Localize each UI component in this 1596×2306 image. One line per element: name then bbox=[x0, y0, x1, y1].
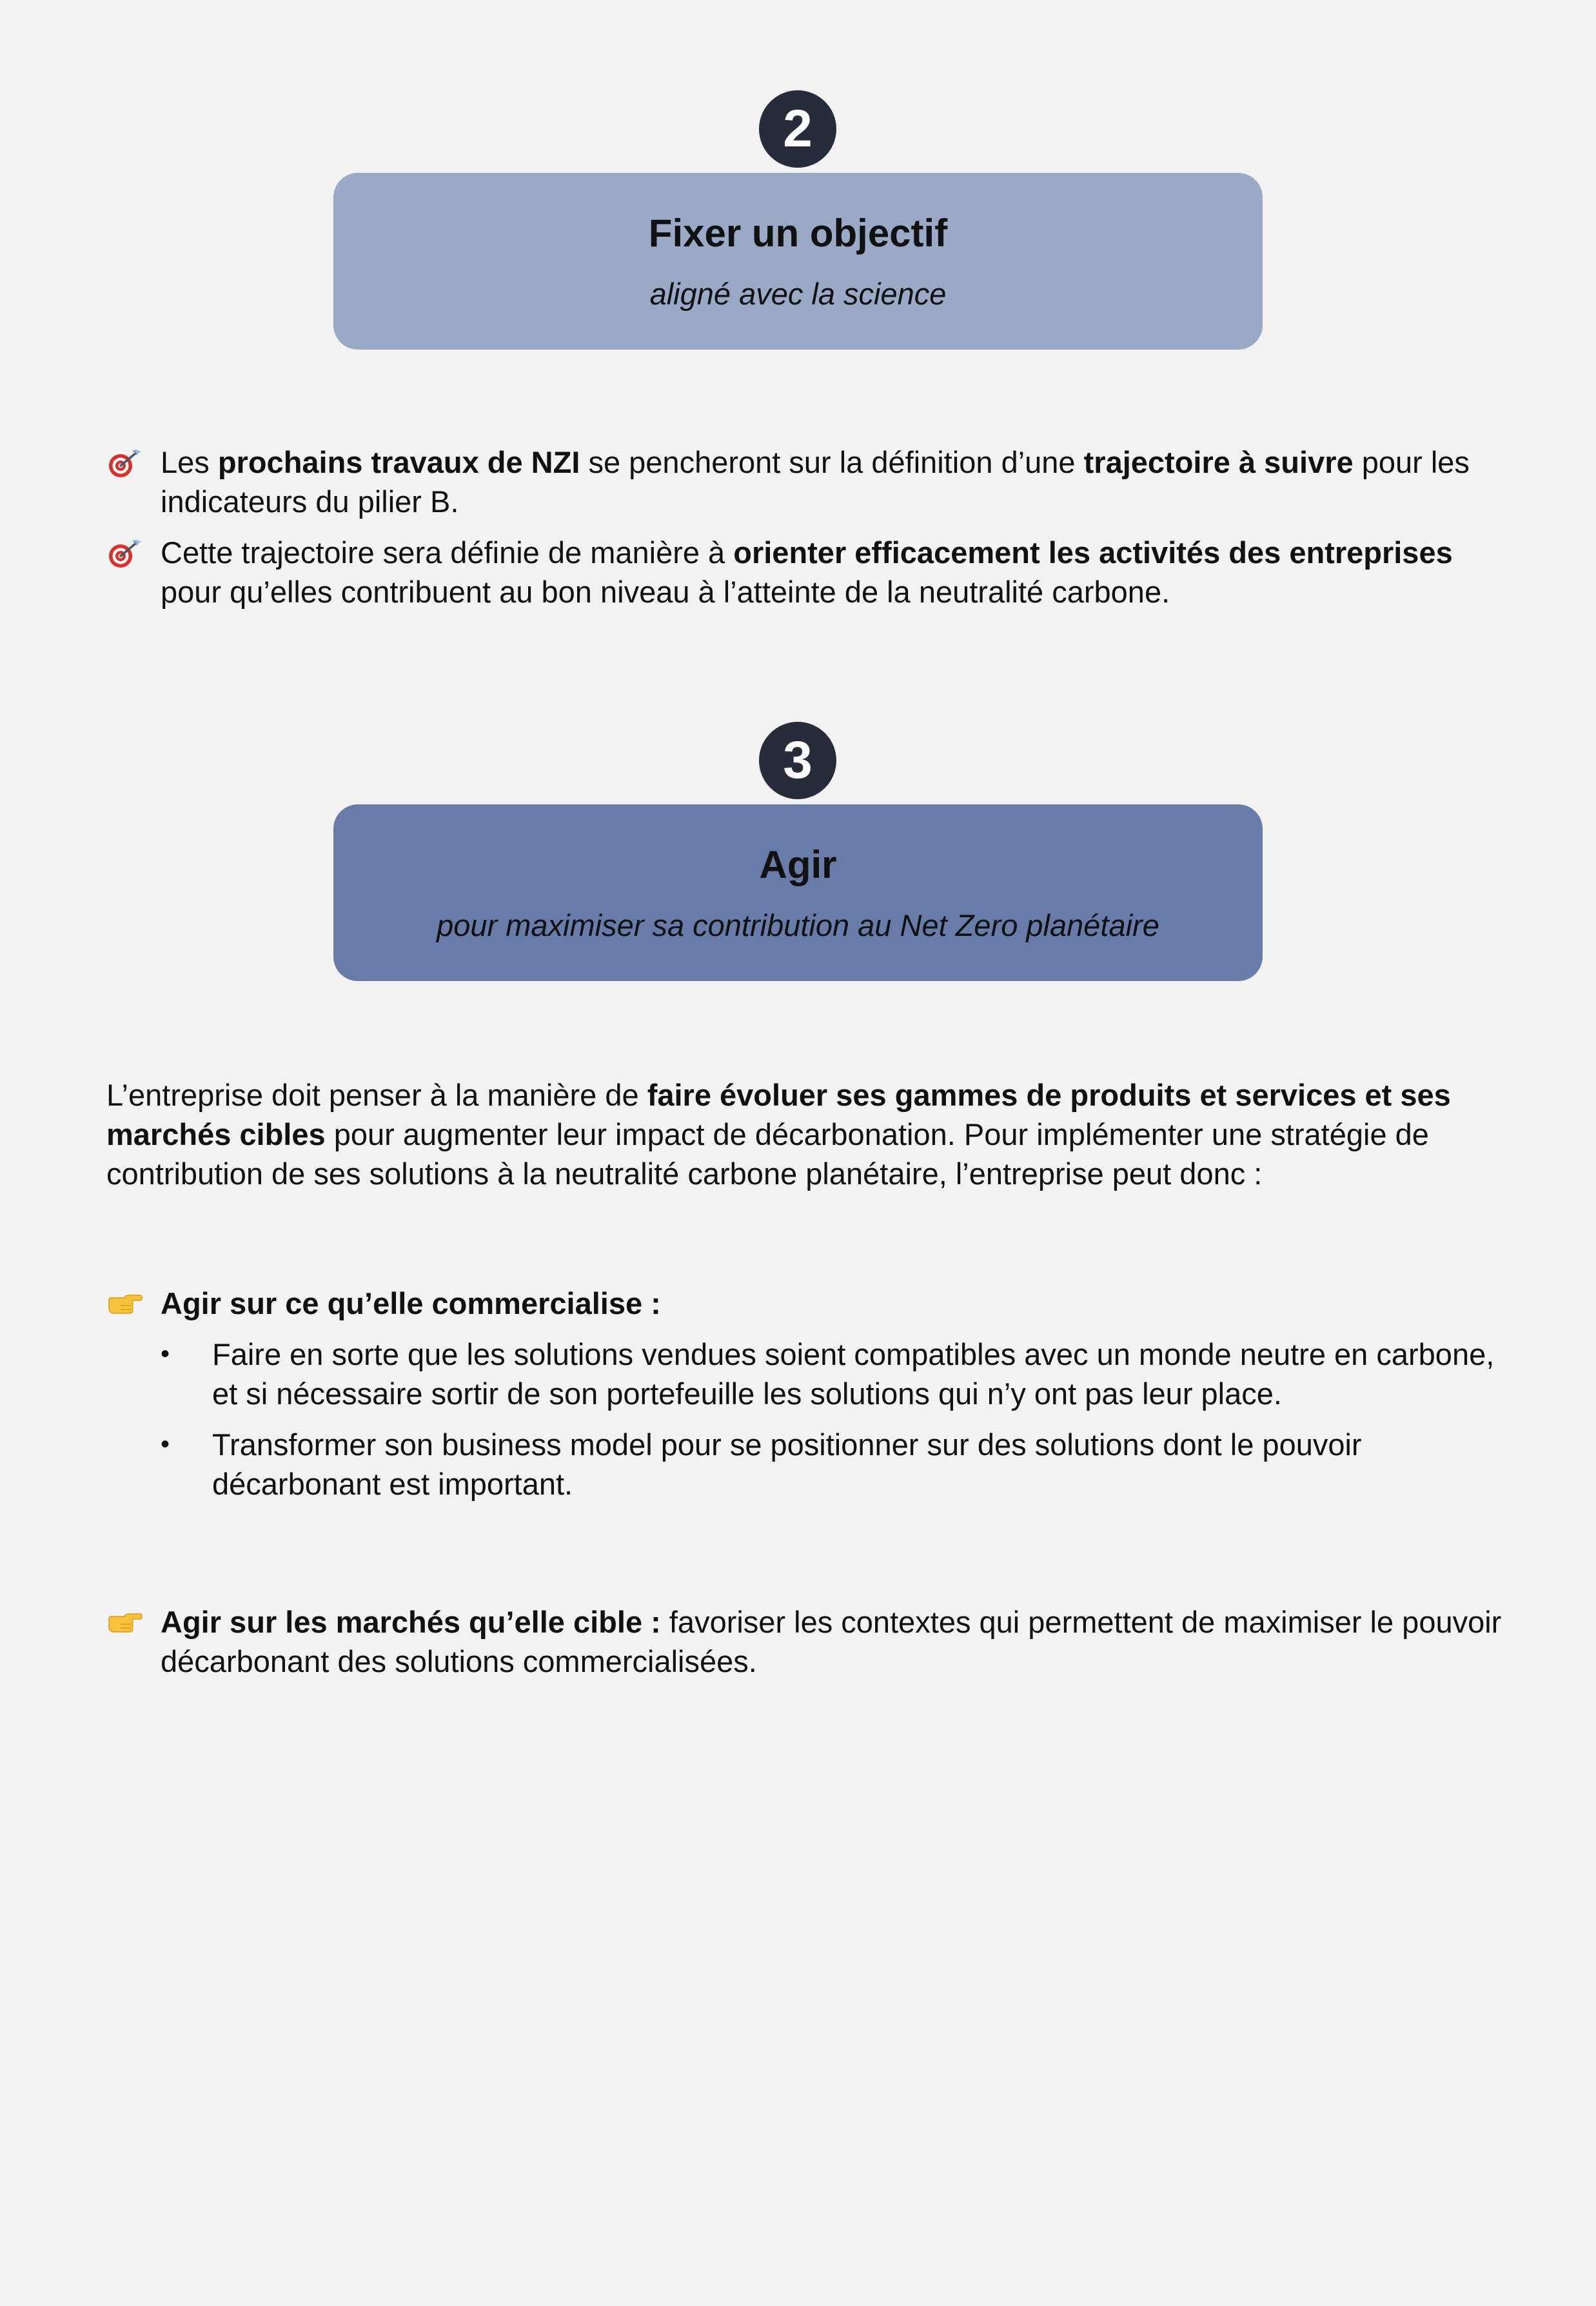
step-number-badge: 2 bbox=[759, 90, 836, 168]
step-subtitle: pour maximiser sa contribution au Net Zero planétaire bbox=[437, 908, 1159, 942]
list-item: Agir sur ce qu’elle commercialise : • Faire en sorte que les solutions vendues soient compatibles avec un monde neutre en carbone, et si nécessaire sortir de son portefeuille les solutions qui n’y ont pas leur place. • Transformer son business model pour se positionner sur des solutions dont le pouvoir décarbonant est important. bbox=[106, 1284, 1512, 1504]
list-item: • Transformer son business model pour se positionner sur des solutions dont le pouvoir décarbonant est important. bbox=[161, 1427, 1362, 1501]
list-item: Agir sur les marchés qu’elle cible : favoriser les contextes qui permettent de maximiser le pouvoir décarbonant des solutions commercialisées. bbox=[106, 1602, 1512, 1681]
objective-bullets bbox=[106, 442, 1512, 623]
step-card-set-objective bbox=[333, 173, 1263, 350]
step-title: Agir bbox=[759, 842, 837, 886]
pointing-hand-icon bbox=[106, 1289, 143, 1320]
intro-paragraph: L’entreprise doit penser à la manière de faire évoluer ses gammes de produits et services et ses marchés cibles pour augmenter leur impact de décarbonation. Pour implémenter une stratégie de contribution de ses solutions à la neutralité carbone planétaire, l’entreprise peut donc : bbox=[106, 1078, 1451, 1191]
action-sell bbox=[106, 1284, 1512, 1515]
target-icon bbox=[106, 448, 143, 479]
action-target-markets bbox=[106, 1602, 1512, 1693]
list-item: Les prochains travaux de NZI se pencheront sur la définition d’une trajectoire à suivre pour les indicateurs du pilier B. bbox=[106, 442, 1512, 521]
list-item: • Faire en sorte que les solutions vendues soient compatibles avec un monde neutre en carbone, et si nécessaire sortir de son portefeuille les solutions qui n’y ont pas leur place. bbox=[161, 1337, 1495, 1411]
list-item: Cette trajectoire sera définie de manière à orienter efficacement les activités des entreprises pour qu’elles contribuent au bon niveau à l’atteinte de la neutralité carbone. bbox=[106, 533, 1512, 611]
pointing-hand-icon bbox=[106, 1607, 143, 1638]
step-title: Fixer un objectif bbox=[648, 211, 948, 255]
target-icon bbox=[106, 538, 143, 569]
step-number-badge: 3 bbox=[759, 722, 836, 799]
step-card-act bbox=[333, 804, 1263, 981]
step-subtitle: aligné avec la science bbox=[649, 276, 947, 311]
